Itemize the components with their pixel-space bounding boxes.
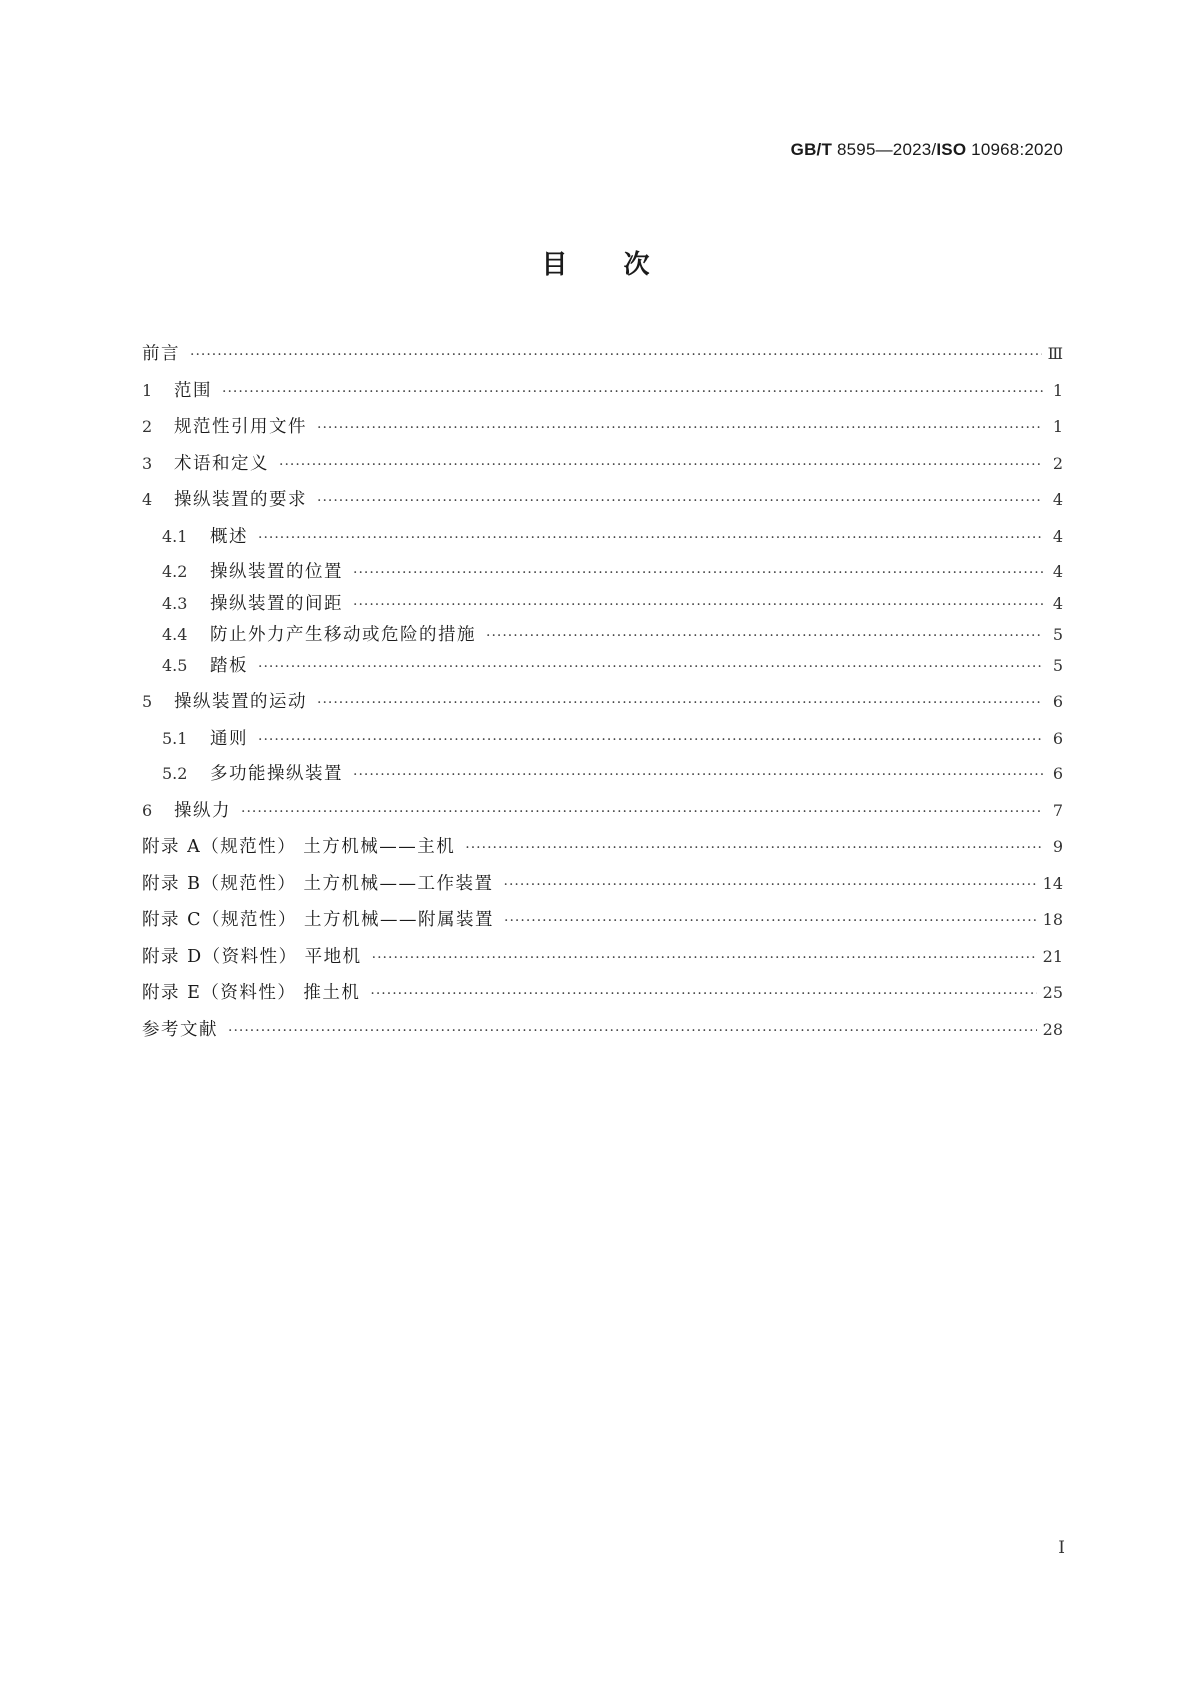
toc-entry-number: 1 [142,380,153,400]
table-of-contents [142,340,1063,1053]
toc-entry[interactable] [142,688,1063,725]
page-title: 目次 [541,250,706,280]
toc-entry-number: 3 [142,453,153,473]
standard-number: 8595—2023/ [832,140,937,159]
toc-entry[interactable] [142,558,1063,589]
toc-dot-leader [241,804,1043,820]
toc-entry[interactable] [142,590,1063,621]
toc-entry-label: 前言 [142,344,180,364]
toc-entry-label: 参考文献 [142,1020,218,1041]
toc-entry-label: 附录 A（规范性） 土方机械——主机 [142,837,456,858]
toc-entry[interactable] [142,377,1063,414]
toc-entry-number: 4.4 [162,624,188,644]
toc-entry-number: 4.1 [162,526,188,546]
toc-entry[interactable] [142,833,1063,870]
toc-entry-number: 4.5 [162,656,188,676]
toc-dot-leader [353,597,1043,613]
toc-entry[interactable] [142,979,1063,1016]
toc-dot-leader [258,530,1043,546]
toc-dot-leader [317,420,1043,436]
standard-code [791,140,1063,160]
toc-entry-page: 6 [1052,764,1063,784]
toc-dot-leader [228,1023,1037,1039]
toc-entry[interactable] [142,870,1063,907]
toc-entry-page: 7 [1052,800,1063,820]
toc-entry[interactable] [142,652,1063,688]
toc-entry-page: 18 [1042,910,1063,930]
toc-entry-label: 防止外力产生移动或危险的措施 [210,624,476,645]
toc-entry-page: 2 [1052,453,1063,473]
toc-dot-leader [222,384,1043,400]
toc-entry-number: 5.2 [162,764,188,784]
toc-entry-page: 1 [1052,417,1063,437]
toc-dot-leader [370,986,1036,1002]
toc-dot-leader [372,950,1037,966]
toc-entry-page: 25 [1042,983,1063,1003]
iso-prefix: ISO [936,140,967,159]
toc-entry-page: 5 [1052,624,1063,644]
toc-dot-leader [465,840,1043,856]
toc-entry-number: 4 [142,490,153,510]
standard-prefix: GB/T [790,140,833,159]
toc-entry[interactable] [142,943,1063,980]
toc-dot-leader [279,457,1043,473]
toc-entry-label: 概述 [210,526,248,547]
toc-entry-label: 多功能操纵装置 [210,764,343,785]
toc-entry-page: 4 [1052,562,1063,582]
toc-entry-number: 2 [142,417,153,437]
toc-entry-label: 附录 B（规范性） 土方机械——工作装置 [142,873,494,894]
toc-entry-page: 4 [1052,593,1063,613]
toc-entry-number: 5.1 [162,728,188,748]
toc-dot-leader [504,913,1037,929]
toc-entry[interactable] [142,725,1063,761]
toc-entry-number: 5 [142,692,153,712]
toc-entry[interactable] [142,340,1063,377]
toc-dot-leader [353,767,1043,783]
toc-entry[interactable] [142,486,1063,523]
toc-entry-label: 操纵力 [174,800,231,821]
toc-dot-leader [504,877,1037,893]
toc-entry-label: 附录 C（规范性） 土方机械——附属装置 [142,910,495,931]
toc-entry-label: 通则 [210,728,248,749]
toc-entry-page: 1 [1052,380,1063,400]
toc-entry-label: 附录 E（资料性） 推土机 [142,983,361,1004]
toc-entry-label: 操纵装置的位置 [210,562,343,583]
toc-entry-label: 操纵装置的运动 [174,692,307,713]
toc-entry[interactable] [142,450,1063,487]
toc-entry-page: 6 [1052,692,1063,712]
footer-page-number: I [1058,1538,1065,1558]
toc-entry-label: 踏板 [210,656,248,677]
toc-entry-number: 4.2 [162,562,188,582]
toc-entry-label: 规范性引用文件 [174,417,307,438]
toc-entry-page: 21 [1042,946,1063,966]
toc-dot-leader [317,493,1043,509]
toc-entry-number: 6 [142,800,153,820]
toc-entry-page: 5 [1052,656,1063,676]
toc-entry-page: 6 [1052,728,1063,748]
toc-entry-page: 28 [1042,1020,1063,1040]
toc-entry-number: 4.3 [162,593,188,613]
toc-dot-leader [258,659,1043,675]
iso-number: 10968:2020 [966,140,1063,159]
toc-entry-page: 9 [1052,837,1063,857]
toc-entry-page: 14 [1042,873,1063,893]
toc-entry[interactable] [142,413,1063,450]
toc-entry[interactable] [142,760,1063,796]
toc-entry[interactable] [142,1016,1063,1053]
toc-entry-label: 操纵装置的间距 [210,593,343,614]
toc-entry-page: 4 [1052,526,1063,546]
toc-dot-leader [486,628,1043,644]
toc-dot-leader [258,732,1043,748]
toc-dot-leader [317,695,1043,711]
toc-entry[interactable] [142,906,1063,943]
toc-entry-page: 4 [1052,490,1063,510]
toc-dot-leader [190,347,1042,363]
toc-entry-label: 范围 [174,380,212,401]
toc-entry-label: 操纵装置的要求 [174,490,307,511]
toc-entry[interactable] [142,523,1063,559]
toc-entry-label: 术语和定义 [174,453,269,474]
toc-dot-leader [353,565,1043,581]
toc-entry-page: Ⅲ [1047,344,1063,363]
toc-entry[interactable] [142,797,1063,834]
toc-entry-label: 附录 D（资料性） 平地机 [142,946,362,967]
toc-entry[interactable] [142,621,1063,652]
